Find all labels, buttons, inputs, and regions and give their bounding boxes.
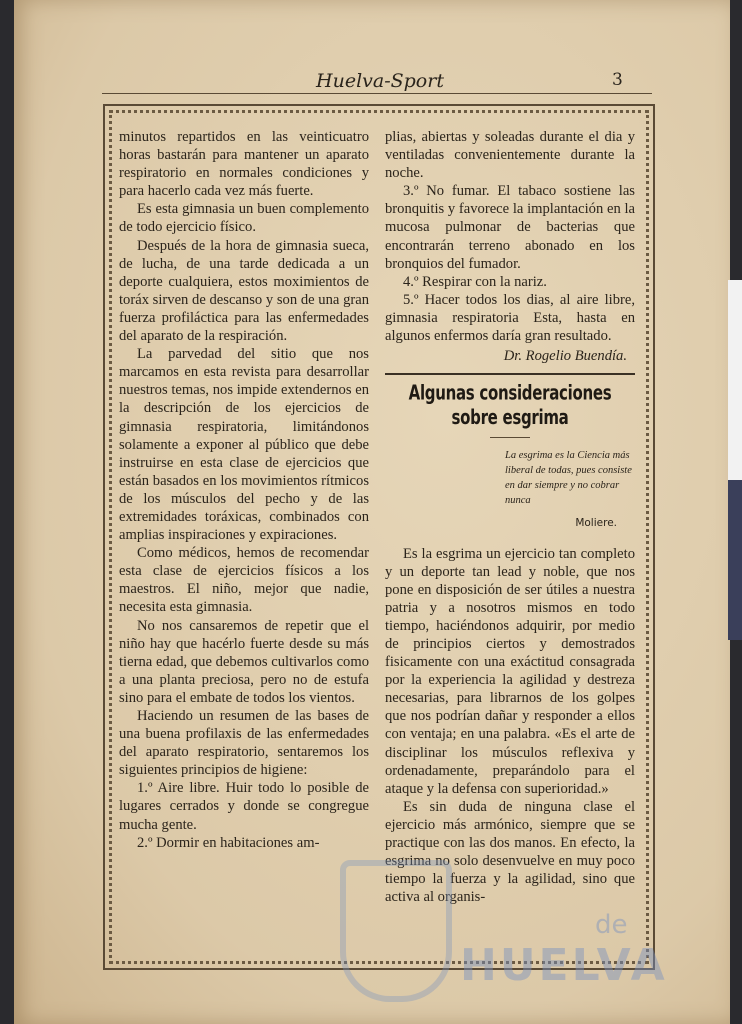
paragraph: Es la esgrima un ejercicio tan completo y un deporte tan lead y noble, que nos pone en disposición de ser útiles a nuestra patria y a nosotros mismos en todo tiempo, haciéndonos adquirir, por medio de principios ciertos y demostrados fisicamente con una exáctitud consagrada por la experiencia la agilidad y destreza necesarias, para librarnos de los golpes que nos podrían dañar y responder a ellos con ventaja; en una palabra. «Es el arte de disciplinar los músculos reflexiva y ordenadamente, preparándolo para el ataque y la defensa con superioridad.» — [385, 545, 635, 797]
paragraph: 5.º Hacer todos los dias, al aire libre, gimnasia respiratoria Esta, hasta en algunos enfermos daría gran resultado. — [385, 291, 635, 345]
left-column — [119, 128, 369, 852]
background-edge-dark — [728, 480, 742, 640]
short-rule — [490, 437, 530, 438]
page-number: 3 — [612, 70, 623, 90]
paragraph: Después de la hora de gimnasia sueca, de lucha, de una tarde dedicada a un deporte cualquiera, estos moximientos de toráx sirven de descanso y son de una gran fuerza profiláctica para las enfermedades del aparato de la respiración. — [119, 237, 369, 345]
epigraph: La esgrima es la Ciencia más liberal de todas, pues consiste en dar siempre y no cobrar nunca — [505, 450, 632, 507]
author-signature: Dr. Rogelio Buendía. — [503, 348, 627, 365]
paragraph: 4.º Respirar con la nariz. — [403, 273, 547, 290]
section-rule — [385, 373, 635, 375]
paragraph: Es sin duda de ninguna clase el ejercicio más armónico, siempre que se practique con las dos manos. En efecto, la esgrima no solo desenvuelve en muy poco tiempo la fuerza y la agilidad, sino que activa al organis- — [385, 798, 635, 906]
paragraph: La parvedad del sitio que nos marcamos en esta revista para desarrollar nuestros temas, nos impide extendernos en la descripción de los ejercicios de gimnasia respiratoria, limitándonos solamente a exponer al público que debe instruirse en esta clase de ejercicios que están basados en los movimientos rítmicos de los músculos del pecho y de las extremidades toráxicas, combinados con amplias inspiraciones y expiraciones. — [119, 346, 369, 544]
section-title: Algunas consideraciones sobre esgrima — [408, 380, 612, 430]
paragraph: plias, abiertas y soleadas durante el dia y ventiladas convenientemente durante la noche. — [385, 129, 635, 182]
paragraph: 2.º Dormir en habitaciones am- — [137, 834, 320, 851]
page-header-title: Huelva-Sport — [316, 70, 444, 92]
right-column — [385, 128, 635, 906]
watermark-name: HUELVA — [460, 940, 668, 991]
header-rule — [102, 93, 652, 94]
paragraph: minutos repartidos en las veinticuatro horas bastarán para mantener un aparato respiratorio en normales condiciones y para hacerlo cada vez más fuerte. — [119, 129, 369, 200]
epigraph-author: Moliere. — [575, 517, 617, 530]
paragraph: Es esta gimnasia un buen complemento de todo ejercicio físico. — [119, 201, 369, 236]
paragraph: Haciendo un resumen de las bases de una buena profilaxis de las enfermedades del aparato respiratorio, sentaremos los siguientes principios de higiene: — [119, 708, 369, 779]
paragraph: No nos cansaremos de repetir que el niño hay que hacérlo fuerte desde su más tierna edad, que debemos cultivarlos como a una planta preciosa, pero no de estufa sino para el embate de todos los vientos. — [119, 617, 369, 706]
background-edge — [728, 280, 742, 480]
paragraph: Como médicos, hemos de recomendar esta clase de ejercicios físicos a los maestros. El niño, mejor que nadie, necesita esta gimnasia. — [119, 545, 369, 616]
watermark-de: de — [595, 910, 628, 940]
paragraph: 3.º No fumar. El tabaco sostiene las bronquitis y favorece la implantación en la mucosa pulmonar de bacterias que encontrarán terreno abonado en los bronquios del fumador. — [385, 183, 635, 272]
paragraph: 1.º Aire libre. Huir todo lo posible de lugares cerrados y donde se congregue mucha gente. — [119, 780, 369, 833]
